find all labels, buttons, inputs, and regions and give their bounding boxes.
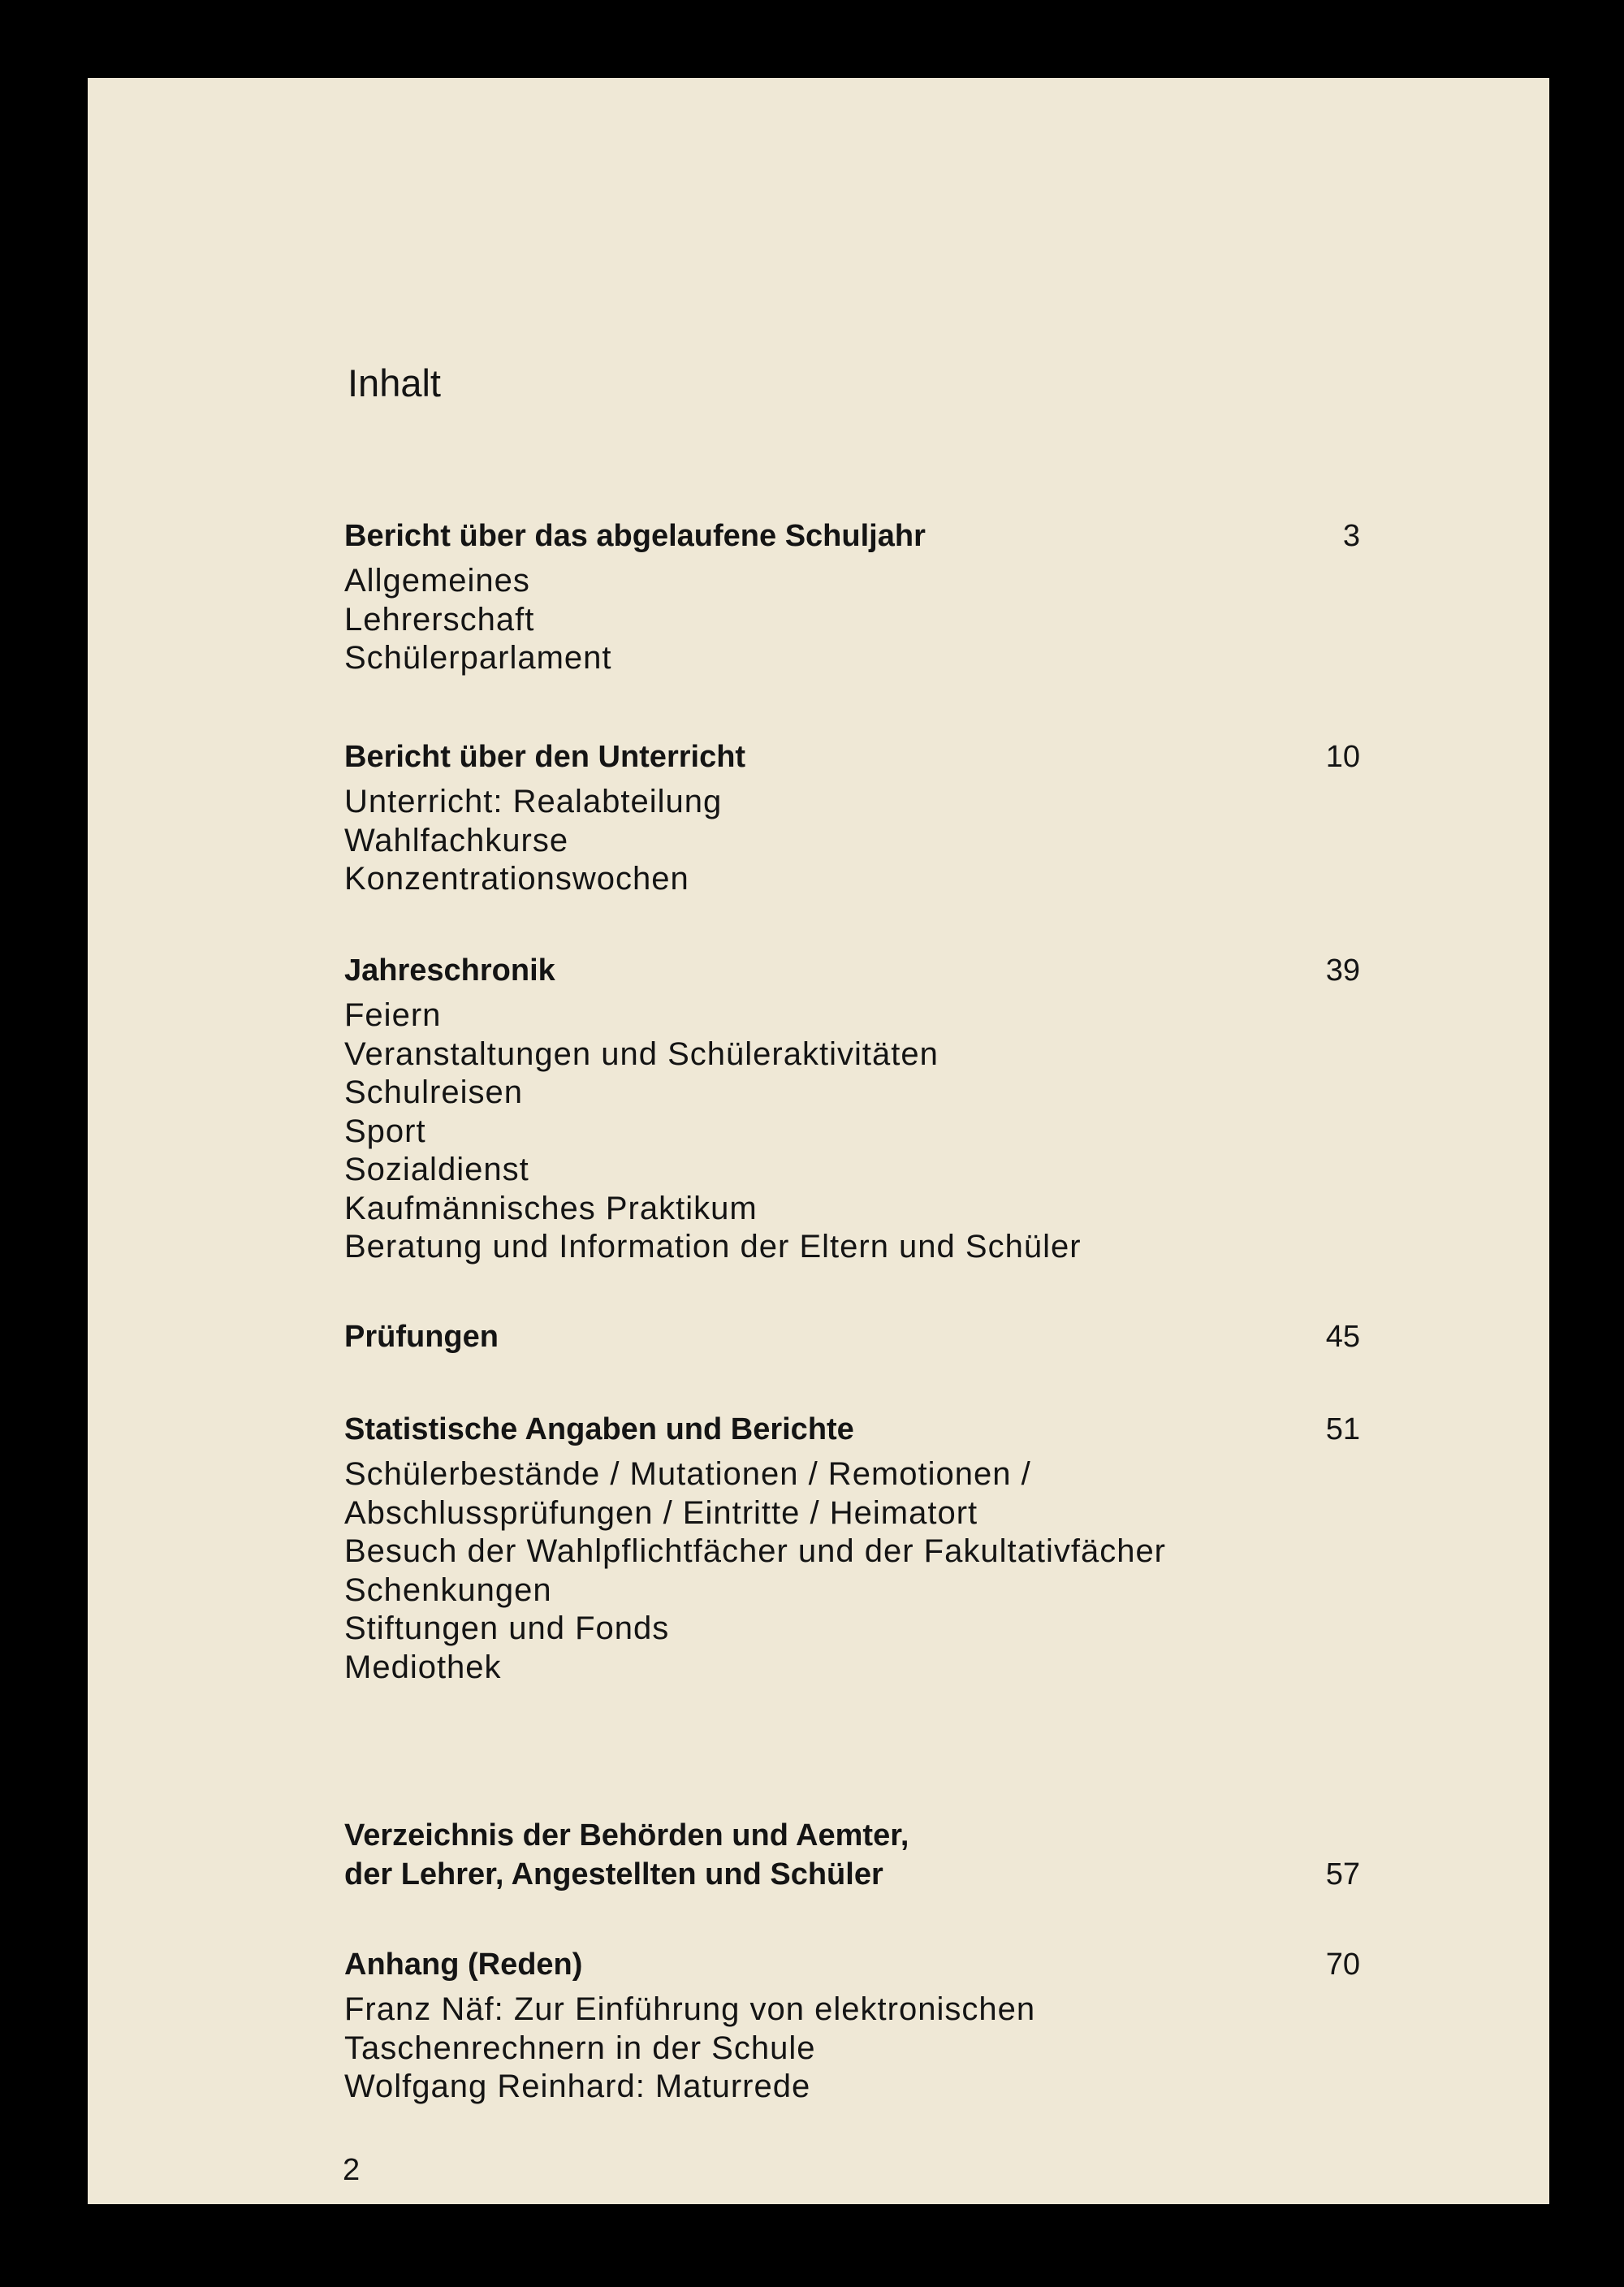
section-page-number: 57 bbox=[1325, 1857, 1360, 1891]
section-title bbox=[344, 517, 926, 556]
section-title-line: Prüfungen bbox=[344, 1320, 499, 1354]
table-of-contents bbox=[88, 78, 1549, 2204]
section-item-list bbox=[344, 1991, 1035, 2107]
section-page-number: 3 bbox=[1342, 519, 1360, 553]
section-item: Schülerbestände / Mutationen / Remotionen / bbox=[344, 1456, 1031, 1492]
section-item: Taschenrechnern in der Schule bbox=[344, 2030, 816, 2066]
section-item-list bbox=[344, 783, 722, 899]
section-item: Lehrerschaft bbox=[344, 601, 535, 638]
section-item: Wolfgang Reinhard: Maturrede bbox=[344, 2069, 811, 2104]
section-item: Schulreisen bbox=[344, 1074, 524, 1110]
section-title bbox=[344, 1945, 582, 1984]
section-title bbox=[344, 1410, 854, 1449]
section-page-number: 51 bbox=[1325, 1412, 1360, 1446]
section-title-line: Anhang (Reden) bbox=[344, 1948, 583, 1982]
section-item: Allgemeines bbox=[344, 563, 530, 599]
section-page-number: 70 bbox=[1325, 1948, 1360, 1982]
page-title: Inhalt bbox=[348, 361, 441, 404]
section-title-line: Bericht über den Unterricht bbox=[344, 740, 746, 774]
section-title-line: Statistische Angaben und Berichte bbox=[344, 1412, 854, 1446]
section-item-list bbox=[344, 562, 612, 678]
section-item: Wahlfachkurse bbox=[344, 822, 569, 858]
section-item-list bbox=[344, 1455, 1166, 1687]
section-item: Schenkungen bbox=[344, 1572, 552, 1608]
section-item: Kaufmännisches Praktikum bbox=[344, 1190, 758, 1226]
section-title bbox=[344, 737, 745, 776]
section-title-line: Jahreschronik bbox=[344, 953, 555, 988]
section-page-number: 39 bbox=[1325, 953, 1360, 988]
section-item: Franz Näf: Zur Einführung von elektronischen bbox=[344, 1991, 1036, 2027]
section-item: Veranstaltungen und Schüleraktivitäten bbox=[344, 1035, 939, 1072]
section-item: Stiftungen und Fonds bbox=[344, 1610, 670, 1646]
section-item: Mediothek bbox=[344, 1649, 502, 1685]
section-item-list bbox=[344, 997, 1082, 1267]
document-page bbox=[88, 78, 1549, 2204]
section-title-line: Bericht über das abgelaufene Schuljahr bbox=[344, 519, 926, 553]
section-item: Sport bbox=[344, 1113, 426, 1149]
page-number: 2 bbox=[343, 2153, 361, 2187]
section-item: Beratung und Information der Eltern und Schüler bbox=[344, 1229, 1082, 1265]
section-title-line: der Lehrer, Angestellten und Schüler bbox=[344, 1857, 883, 1891]
section-item: Abschlussprüfungen / Eintritte / Heimatort bbox=[344, 1494, 978, 1531]
section-item: Unterricht: Realabteilung bbox=[344, 784, 723, 819]
section-item: Konzentrationswochen bbox=[344, 861, 689, 897]
section-page-number: 45 bbox=[1325, 1320, 1360, 1354]
section-title bbox=[344, 1317, 499, 1356]
section-item: Feiern bbox=[344, 997, 442, 1033]
section-item: Besuch der Wahlpflichtfächer und der Fakultativfächer bbox=[344, 1533, 1167, 1569]
section-title bbox=[344, 951, 555, 990]
section-title bbox=[344, 1816, 909, 1894]
section-item: Schülerparlament bbox=[344, 640, 612, 676]
section-title-line: Verzeichnis der Behörden und Aemter, bbox=[344, 1818, 909, 1853]
section-item: Sozialdienst bbox=[344, 1152, 529, 1187]
section-page-number: 10 bbox=[1325, 740, 1360, 774]
